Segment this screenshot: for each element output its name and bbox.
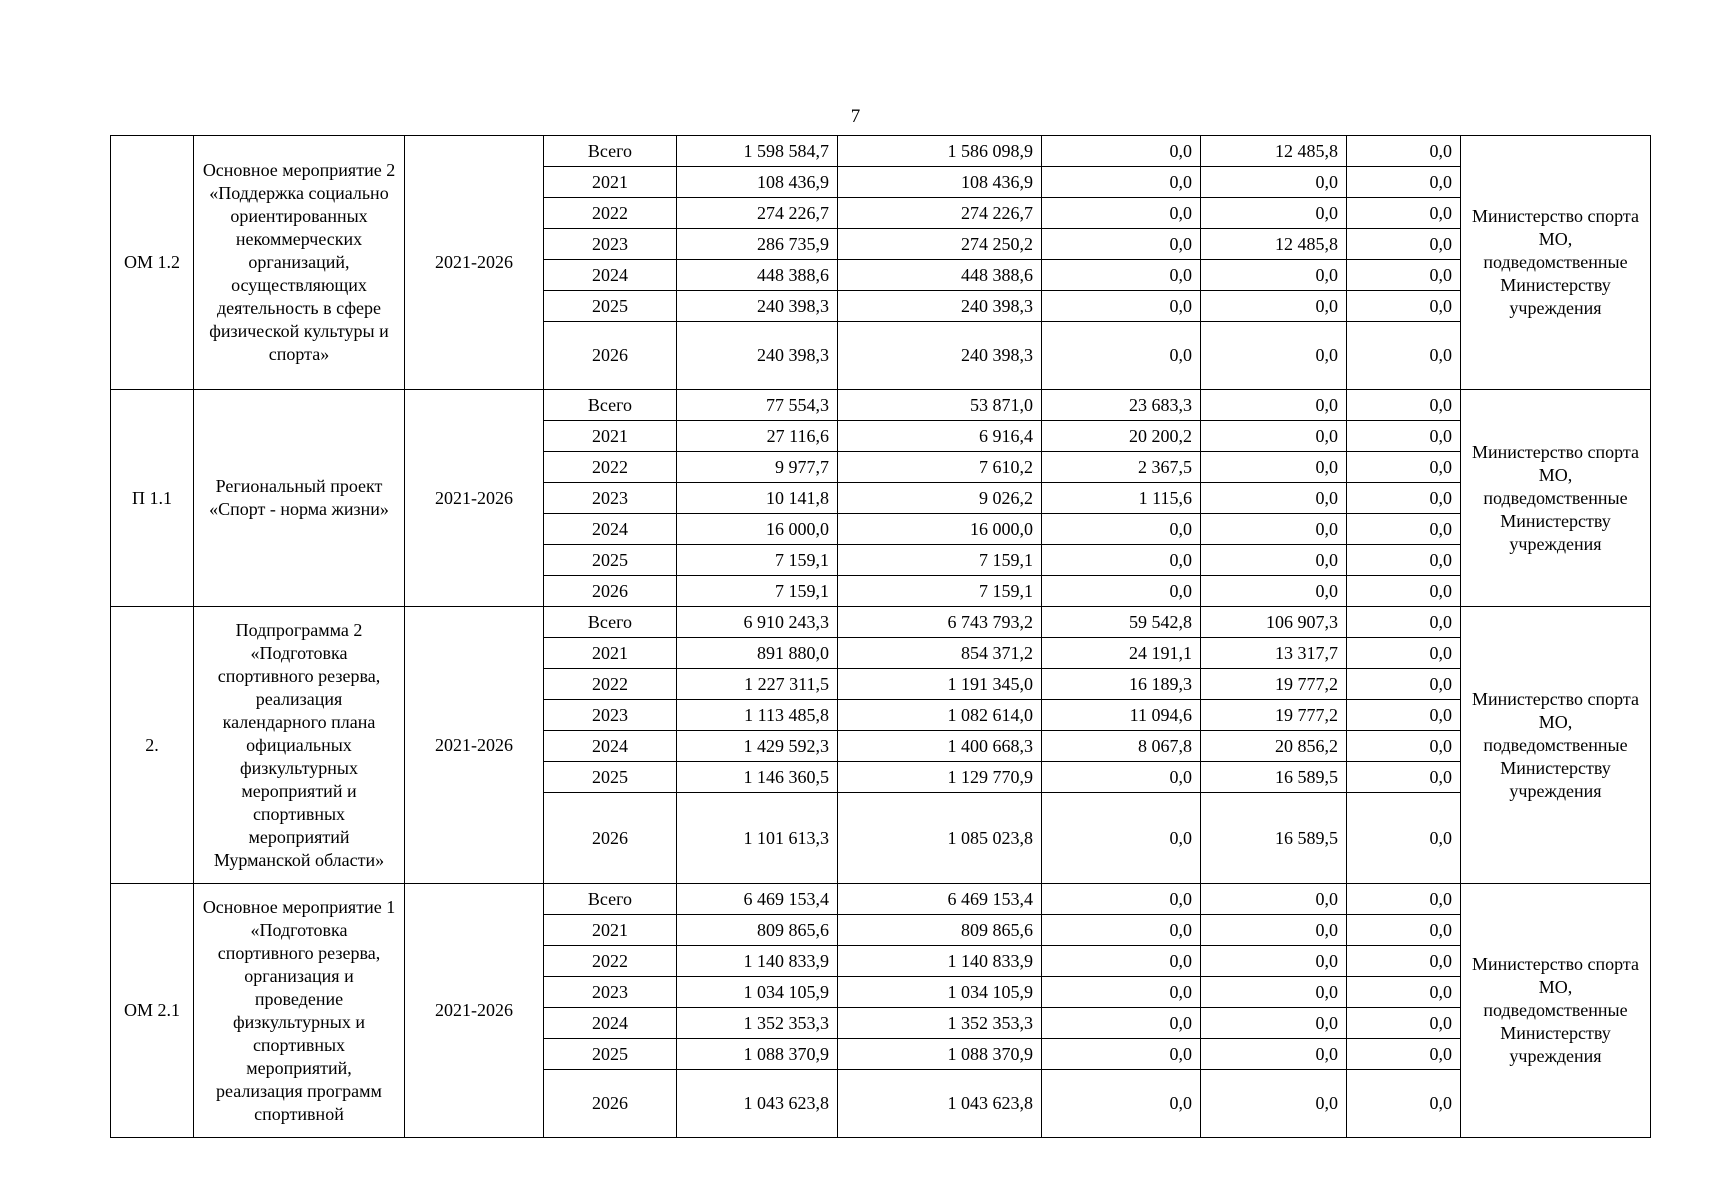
regional-budget-cell: 809 865,6	[838, 915, 1042, 946]
other-sources-cell: 0,0	[1347, 545, 1461, 576]
year-cell: Всего	[544, 136, 677, 167]
local-budget-cell: 19 777,2	[1201, 669, 1347, 700]
other-sources-cell: 0,0	[1347, 946, 1461, 977]
other-sources-cell: 0,0	[1347, 638, 1461, 669]
regional-budget-cell: 16 000,0	[838, 514, 1042, 545]
regional-budget-cell: 6 469 153,4	[838, 884, 1042, 915]
total-cell: 1 146 360,5	[677, 762, 838, 793]
other-sources-cell: 0,0	[1347, 731, 1461, 762]
period-cell: 2021-2026	[405, 136, 544, 390]
regional-budget-cell: 1 088 370,9	[838, 1039, 1042, 1070]
federal-budget-cell: 0,0	[1042, 514, 1201, 545]
local-budget-cell: 0,0	[1201, 260, 1347, 291]
year-cell: 2021	[544, 167, 677, 198]
total-cell: 809 865,6	[677, 915, 838, 946]
local-budget-cell: 19 777,2	[1201, 700, 1347, 731]
total-cell: 7 159,1	[677, 545, 838, 576]
table-row	[111, 390, 1651, 421]
total-cell: 448 388,6	[677, 260, 838, 291]
table-row	[111, 136, 1651, 167]
period-cell: 2021-2026	[405, 607, 544, 884]
federal-budget-cell: 0,0	[1042, 167, 1201, 198]
total-cell: 891 880,0	[677, 638, 838, 669]
federal-budget-cell: 0,0	[1042, 136, 1201, 167]
local-budget-cell: 0,0	[1201, 977, 1347, 1008]
regional-budget-cell: 1 191 345,0	[838, 669, 1042, 700]
local-budget-cell: 0,0	[1201, 884, 1347, 915]
total-cell: 108 436,9	[677, 167, 838, 198]
regional-budget-cell: 1 034 105,9	[838, 977, 1042, 1008]
federal-budget-cell: 0,0	[1042, 1070, 1201, 1138]
regional-budget-cell: 1 129 770,9	[838, 762, 1042, 793]
federal-budget-cell: 0,0	[1042, 576, 1201, 607]
regional-budget-cell: 9 026,2	[838, 483, 1042, 514]
total-cell: 6 910 243,3	[677, 607, 838, 638]
federal-budget-cell: 23 683,3	[1042, 390, 1201, 421]
executor-cell: Министерство спорта МО, подведомственные Министерству учреждения	[1461, 607, 1651, 884]
regional-budget-cell: 1 082 614,0	[838, 700, 1042, 731]
other-sources-cell: 0,0	[1347, 514, 1461, 545]
federal-budget-cell: 16 189,3	[1042, 669, 1201, 700]
other-sources-cell: 0,0	[1347, 1039, 1461, 1070]
regional-budget-cell: 854 371,2	[838, 638, 1042, 669]
regional-budget-cell: 274 226,7	[838, 198, 1042, 229]
local-budget-cell: 0,0	[1201, 1008, 1347, 1039]
federal-budget-cell: 0,0	[1042, 260, 1201, 291]
year-cell: 2023	[544, 229, 677, 260]
total-cell: 1 101 613,3	[677, 793, 838, 884]
regional-budget-cell: 7 159,1	[838, 576, 1042, 607]
total-cell: 6 469 153,4	[677, 884, 838, 915]
measure-title-cell: Подпрограмма 2 «Подготовка спортивного резерва, реализация календарного плана официальных физкультурных мероприятий и спортивных мероприятий Мурманской области»	[194, 607, 405, 884]
total-cell: 1 034 105,9	[677, 977, 838, 1008]
local-budget-cell: 0,0	[1201, 452, 1347, 483]
regional-budget-cell: 240 398,3	[838, 291, 1042, 322]
local-budget-cell: 0,0	[1201, 1039, 1347, 1070]
year-cell: 2021	[544, 421, 677, 452]
other-sources-cell: 0,0	[1347, 136, 1461, 167]
total-cell: 1 429 592,3	[677, 731, 838, 762]
year-cell: 2026	[544, 576, 677, 607]
executor-cell: Министерство спорта МО, подведомственные Министерству учреждения	[1461, 136, 1651, 390]
other-sources-cell: 0,0	[1347, 452, 1461, 483]
regional-budget-cell: 274 250,2	[838, 229, 1042, 260]
federal-budget-cell: 0,0	[1042, 229, 1201, 260]
measure-code-cell: 2.	[111, 607, 194, 884]
federal-budget-cell: 0,0	[1042, 1039, 1201, 1070]
federal-budget-cell: 0,0	[1042, 762, 1201, 793]
other-sources-cell: 0,0	[1347, 421, 1461, 452]
local-budget-cell: 0,0	[1201, 390, 1347, 421]
federal-budget-cell: 0,0	[1042, 884, 1201, 915]
total-cell: 1 088 370,9	[677, 1039, 838, 1070]
total-cell: 1 043 623,8	[677, 1070, 838, 1138]
total-cell: 1 227 311,5	[677, 669, 838, 700]
other-sources-cell: 0,0	[1347, 1008, 1461, 1039]
year-cell: 2021	[544, 638, 677, 669]
local-budget-cell: 0,0	[1201, 545, 1347, 576]
regional-budget-cell: 1 085 023,8	[838, 793, 1042, 884]
other-sources-cell: 0,0	[1347, 1070, 1461, 1138]
year-cell: 2023	[544, 977, 677, 1008]
table-row	[111, 607, 1651, 638]
total-cell: 274 226,7	[677, 198, 838, 229]
federal-budget-cell: 0,0	[1042, 545, 1201, 576]
federal-budget-cell: 0,0	[1042, 793, 1201, 884]
total-cell: 16 000,0	[677, 514, 838, 545]
other-sources-cell: 0,0	[1347, 977, 1461, 1008]
local-budget-cell: 0,0	[1201, 167, 1347, 198]
federal-budget-cell: 0,0	[1042, 946, 1201, 977]
federal-budget-cell: 24 191,1	[1042, 638, 1201, 669]
local-budget-cell: 0,0	[1201, 421, 1347, 452]
year-cell: 2026	[544, 322, 677, 390]
local-budget-cell: 106 907,3	[1201, 607, 1347, 638]
regional-budget-cell: 1 400 668,3	[838, 731, 1042, 762]
year-cell: 2024	[544, 514, 677, 545]
local-budget-cell: 0,0	[1201, 946, 1347, 977]
local-budget-cell: 0,0	[1201, 1070, 1347, 1138]
measure-code-cell: ОМ 2.1	[111, 884, 194, 1138]
total-cell: 27 116,6	[677, 421, 838, 452]
other-sources-cell: 0,0	[1347, 793, 1461, 884]
measure-code-cell: ОМ 1.2	[111, 136, 194, 390]
table-row	[111, 884, 1651, 915]
year-cell: 2022	[544, 946, 677, 977]
other-sources-cell: 0,0	[1347, 576, 1461, 607]
local-budget-cell: 12 485,8	[1201, 229, 1347, 260]
local-budget-cell: 20 856,2	[1201, 731, 1347, 762]
other-sources-cell: 0,0	[1347, 390, 1461, 421]
year-cell: 2026	[544, 793, 677, 884]
federal-budget-cell: 0,0	[1042, 198, 1201, 229]
regional-budget-cell: 53 871,0	[838, 390, 1042, 421]
year-cell: 2023	[544, 483, 677, 514]
year-cell: 2025	[544, 291, 677, 322]
total-cell: 9 977,7	[677, 452, 838, 483]
period-cell: 2021-2026	[405, 390, 544, 607]
year-cell: Всего	[544, 390, 677, 421]
measure-code-cell: П 1.1	[111, 390, 194, 607]
executor-cell: Министерство спорта МО, подведомственные Министерству учреждения	[1461, 390, 1651, 607]
local-budget-cell: 16 589,5	[1201, 793, 1347, 884]
local-budget-cell: 12 485,8	[1201, 136, 1347, 167]
year-cell: 2024	[544, 731, 677, 762]
total-cell: 77 554,3	[677, 390, 838, 421]
regional-budget-cell: 7 159,1	[838, 545, 1042, 576]
federal-budget-cell: 8 067,8	[1042, 731, 1201, 762]
total-cell: 1 352 353,3	[677, 1008, 838, 1039]
federal-budget-cell: 2 367,5	[1042, 452, 1201, 483]
other-sources-cell: 0,0	[1347, 167, 1461, 198]
other-sources-cell: 0,0	[1347, 700, 1461, 731]
year-cell: 2026	[544, 1070, 677, 1138]
local-budget-cell: 0,0	[1201, 514, 1347, 545]
local-budget-cell: 0,0	[1201, 291, 1347, 322]
regional-budget-cell: 7 610,2	[838, 452, 1042, 483]
year-cell: 2025	[544, 545, 677, 576]
local-budget-cell: 16 589,5	[1201, 762, 1347, 793]
federal-budget-cell: 0,0	[1042, 322, 1201, 390]
total-cell: 240 398,3	[677, 322, 838, 390]
total-cell: 7 159,1	[677, 576, 838, 607]
total-cell: 240 398,3	[677, 291, 838, 322]
year-cell: Всего	[544, 884, 677, 915]
year-cell: 2021	[544, 915, 677, 946]
other-sources-cell: 0,0	[1347, 915, 1461, 946]
other-sources-cell: 0,0	[1347, 607, 1461, 638]
year-cell: 2022	[544, 198, 677, 229]
federal-budget-cell: 20 200,2	[1042, 421, 1201, 452]
total-cell: 1 113 485,8	[677, 700, 838, 731]
page-number: 7	[850, 106, 861, 127]
year-cell: 2024	[544, 1008, 677, 1039]
year-cell: 2025	[544, 762, 677, 793]
federal-budget-cell: 0,0	[1042, 291, 1201, 322]
other-sources-cell: 0,0	[1347, 483, 1461, 514]
year-cell: 2022	[544, 669, 677, 700]
regional-budget-cell: 448 388,6	[838, 260, 1042, 291]
regional-budget-cell: 108 436,9	[838, 167, 1042, 198]
local-budget-cell: 13 317,7	[1201, 638, 1347, 669]
year-cell: 2025	[544, 1039, 677, 1070]
regional-budget-cell: 1 352 353,3	[838, 1008, 1042, 1039]
total-cell: 1 140 833,9	[677, 946, 838, 977]
federal-budget-cell: 0,0	[1042, 915, 1201, 946]
other-sources-cell: 0,0	[1347, 260, 1461, 291]
regional-budget-cell: 240 398,3	[838, 322, 1042, 390]
regional-budget-cell: 1 586 098,9	[838, 136, 1042, 167]
total-cell: 286 735,9	[677, 229, 838, 260]
federal-budget-cell: 0,0	[1042, 977, 1201, 1008]
total-cell: 1 598 584,7	[677, 136, 838, 167]
year-cell: 2023	[544, 700, 677, 731]
local-budget-cell: 0,0	[1201, 915, 1347, 946]
local-budget-cell: 0,0	[1201, 576, 1347, 607]
total-cell: 10 141,8	[677, 483, 838, 514]
federal-budget-cell: 0,0	[1042, 1008, 1201, 1039]
year-cell: 2022	[544, 452, 677, 483]
other-sources-cell: 0,0	[1347, 291, 1461, 322]
period-cell: 2021-2026	[405, 884, 544, 1138]
year-cell: Всего	[544, 607, 677, 638]
other-sources-cell: 0,0	[1347, 322, 1461, 390]
federal-budget-cell: 1 115,6	[1042, 483, 1201, 514]
local-budget-cell: 0,0	[1201, 198, 1347, 229]
local-budget-cell: 0,0	[1201, 483, 1347, 514]
measure-title-cell: Основное мероприятие 2 «Поддержка социально ориентированных некоммерческих организаций, осуществляющих деятельность в сфере физической культуры и спорта»	[194, 136, 405, 390]
regional-budget-cell: 6 916,4	[838, 421, 1042, 452]
regional-budget-cell: 1 140 833,9	[838, 946, 1042, 977]
other-sources-cell: 0,0	[1347, 229, 1461, 260]
federal-budget-cell: 59 542,8	[1042, 607, 1201, 638]
local-budget-cell: 0,0	[1201, 322, 1347, 390]
other-sources-cell: 0,0	[1347, 669, 1461, 700]
other-sources-cell: 0,0	[1347, 198, 1461, 229]
other-sources-cell: 0,0	[1347, 762, 1461, 793]
regional-budget-cell: 6 743 793,2	[838, 607, 1042, 638]
federal-budget-cell: 11 094,6	[1042, 700, 1201, 731]
measure-title-cell: Региональный проект «Спорт - норма жизни»	[194, 390, 405, 607]
year-cell: 2024	[544, 260, 677, 291]
measure-title-cell: Основное мероприятие 1 «Подготовка спортивного резерва, организация и проведение физкультурных и спортивных мероприятий, реализация программ спортивной	[194, 884, 405, 1138]
executor-cell: Министерство спорта МО, подведомственные Министерству учреждения	[1461, 884, 1651, 1138]
other-sources-cell: 0,0	[1347, 884, 1461, 915]
funding-table	[110, 135, 1651, 1138]
regional-budget-cell: 1 043 623,8	[838, 1070, 1042, 1138]
